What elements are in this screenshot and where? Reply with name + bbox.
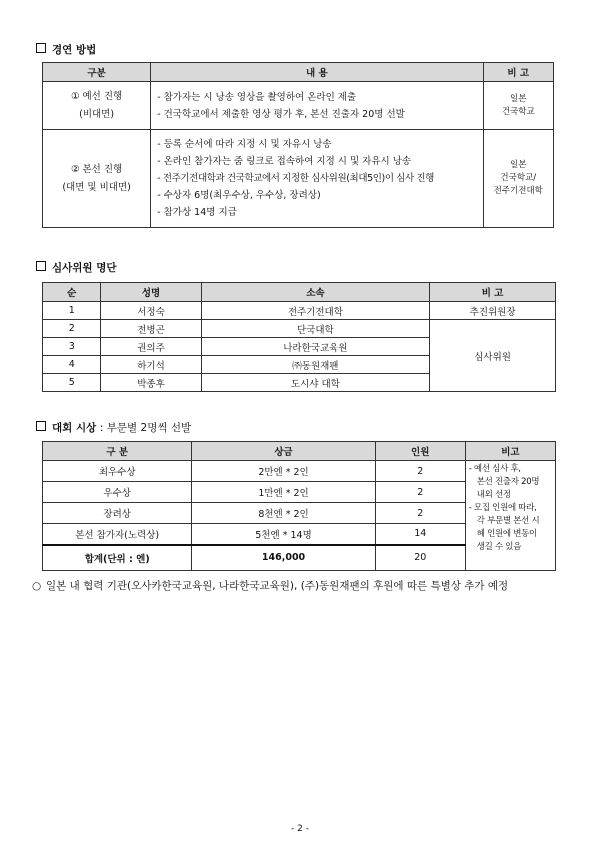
list-item: - 등록 순서에 따라 지정 시 및 자유시 낭송 [157, 139, 332, 150]
list-item: - 참가자는 시 낭송 영상을 촬영하여 온라인 제출 [157, 91, 357, 103]
footnote [32, 578, 566, 594]
header-prize: 상금 [192, 442, 375, 461]
table-row: 4 하기석 ㈜동원재팬 [43, 356, 556, 374]
row-mode: (대면 및 비대면) [62, 181, 131, 193]
circle-bullet-icon: ○ [32, 580, 42, 592]
section-title-awards: 대회 시상 : 부문별 2명씩 선발 [36, 420, 191, 435]
table-row: 1 서정숙 전주기전대학 추진위원장 [43, 302, 556, 320]
header-org: 소속 [201, 283, 430, 302]
table-row: 3 권의주 나라한국교육원 [43, 338, 556, 356]
page-number: - 2 - [291, 824, 309, 834]
judges-table [42, 282, 556, 392]
section-title-method: 경연 방법 [36, 42, 96, 57]
header-type: 구 분 [43, 442, 192, 461]
header-remark: 비고 [465, 442, 555, 461]
table-row: ① 예선 진행 (비대면) - 참가자는 시 낭송 영상을 촬영하여 온라인 제출 - 건국학교에서 제출한 영상 평가 후, 본선 진출자 20명 선발 일본 건국학교 [43, 82, 554, 130]
list-item: - 건국학교에서 제출한 영상 평가 후, 본선 진출자 20명 선발 [157, 108, 405, 120]
table-row: 본선 참가자(노력상) 5천엔 * 14명 14 [43, 524, 556, 545]
total-row: 합계(단위 : 엔) 146,000 20 [43, 545, 556, 571]
header-name: 성명 [101, 283, 201, 302]
header-category: 구분 [43, 63, 151, 82]
judges-merged-note: 심사위원 [430, 320, 556, 392]
header-note: 비 고 [483, 63, 554, 82]
checkbox-square-icon [36, 421, 46, 431]
section-title-judges: 심사위원 명단 [36, 260, 117, 275]
table-row: 최우수상 2만엔 * 2인 2 - 예선 심사 후, 본선 진출자 20명 내외 선정 - 모집 인원에 따라, 각 부문별 본선 시 혜 인원에 변동이 생길 수 있음 [43, 461, 556, 482]
row-category: ① 예선 진행 [70, 90, 123, 102]
row-category: ② 본선 진행 [70, 163, 123, 175]
header-note: 비 고 [430, 283, 556, 302]
awards-note: : 부문별 2명씩 선발 [99, 422, 192, 434]
list-item: - 참가상 14명 지급 [157, 207, 237, 218]
method-table [42, 62, 554, 228]
checkbox-square-icon [36, 261, 46, 271]
list-item: - 수상자 6명(최우수상, 우수상, 장려상) [157, 190, 321, 201]
awards-remark: - 예선 심사 후, 본선 진출자 20명 내외 선정 - 모집 인원에 따라, 각 부문별 본선 시 혜 인원에 변동이 생길 수 있음 [465, 461, 555, 571]
header-no: 순 [43, 283, 101, 302]
table-row: 우수상 1만엔 * 2인 2 [43, 482, 556, 503]
row-mode: (비대면) [79, 108, 115, 120]
table-row: 장려상 8천엔 * 2인 2 [43, 503, 556, 524]
list-item: - 전주기전대학과 건국학교에서 지정한 심사위원(최대5인)이 심사 진행 [157, 173, 434, 184]
awards-table [42, 441, 556, 571]
table-row: 5 박종후 도시샤 대학 [43, 374, 556, 392]
footnote-text: 일본 내 협력 기관(오사카한국교육원, 나라한국교육원), (주)동원재팬의 후원에 따른 특별상 추가 예정 [46, 580, 509, 592]
table-row: 2 전병곤 단국대학 심사위원 [43, 320, 556, 338]
checkbox-square-icon [36, 43, 46, 53]
table-row: ② 본선 진행 (대면 및 비대면) - 등록 순서에 따라 지정 시 및 자유시 낭송 - 온라인 참가자는 줌 링크로 접속하여 지정 시 및 자유시 낭송 - 전주기전대학과 건국학교에서 지정한 심사위원(최대5인)이 심사 진행 - 수상자 6명(최우수상, 우수상, 장려상) - 참가상 14명 지급 일본 건국학교/ 전주기전대학 [43, 130, 554, 228]
header-content: 내 용 [151, 63, 483, 82]
list-item: - 온라인 참가자는 줌 링크로 접속하여 지정 시 및 자유시 낭송 [157, 156, 412, 167]
chair-note: 추진위원장 [430, 302, 556, 320]
header-count: 인원 [375, 442, 465, 461]
